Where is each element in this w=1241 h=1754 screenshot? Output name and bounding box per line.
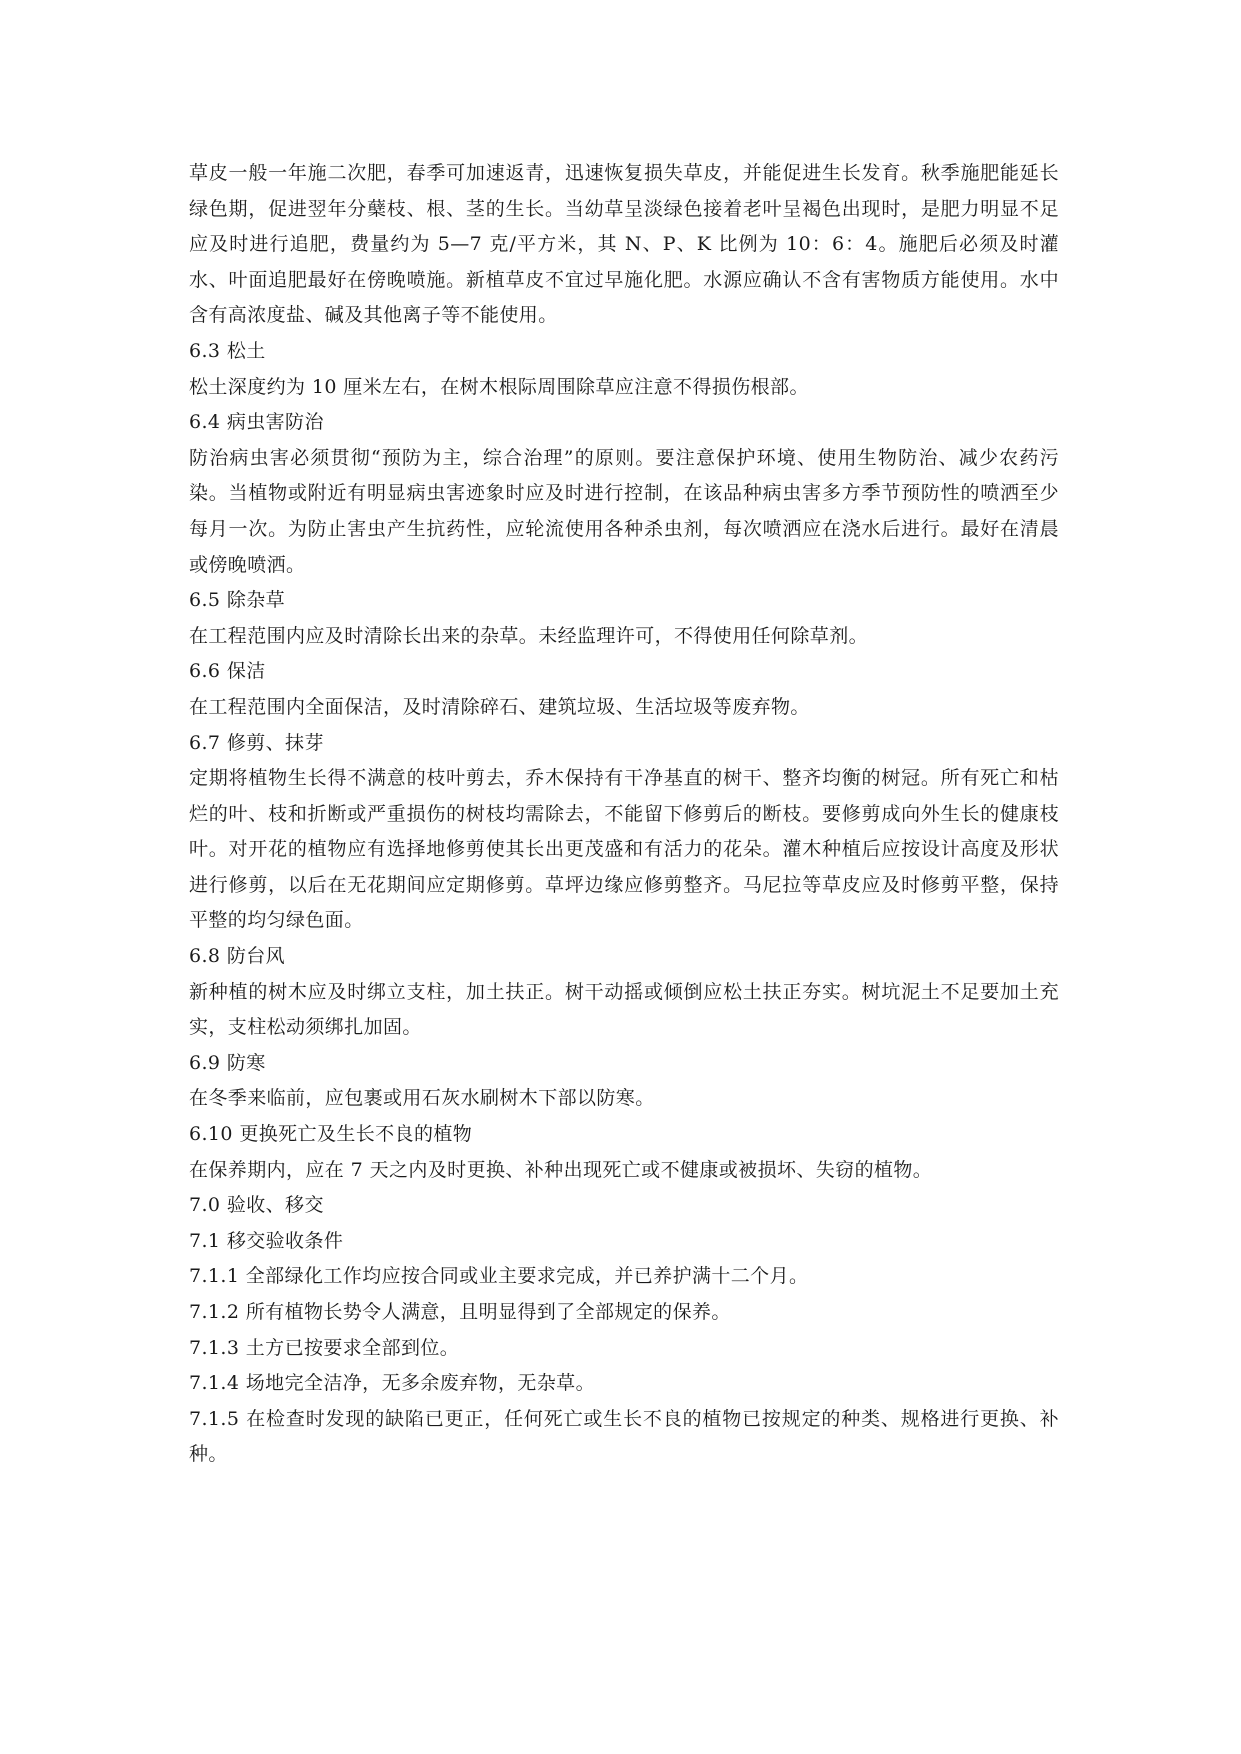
clause-7-1-3: 7.1.3 土方已按要求全部到位。 xyxy=(189,1336,460,1359)
section-heading-6-8: 6.8 防台风 xyxy=(189,945,286,968)
section-heading-6-9: 6.9 防寒 xyxy=(189,1051,266,1074)
paragraph-fertilizing: 草皮一般一年施二次肥，春季可加速返青，迅速恢复损失草皮，并能促进生长发育。秋季施肥能延长绿色期，促进翌年分蘖枝、根、茎的生长。当幼草呈淡绿色接着老叶呈褐色出现时，是肥力明显不足应及时进行追肥，费量约为 5—7 克/平方米，其 N、P、K 比例为 10：6：4。施肥后必须及时灌水、叶面追肥最好在傍晚喷施。新植草皮不宜过早施化肥。水源应确认不含有害物质方能使用。水中含有高浓度盐、碱及其他离子等不能使用。 xyxy=(189,162,1059,327)
clause-7-1-4: 7.1.4 场地完全洁净，无多余废弃物，无杂草。 xyxy=(189,1372,595,1395)
paragraph-weeding: 在工程范围内应及时清除长出来的杂草。未经监理许可，不得使用任何除草剂。 xyxy=(189,624,869,647)
section-heading-6-10: 6.10 更换死亡及生长不良的植物 xyxy=(189,1123,473,1146)
document-page xyxy=(189,156,1059,1473)
paragraph-loosening-soil: 松土深度约为 10 厘米左右，在树木根际周围除草应注意不得损伤根部。 xyxy=(189,375,809,398)
section-heading-6-6: 6.6 保洁 xyxy=(189,660,266,683)
section-heading-7-0: 7.0 验收、移交 xyxy=(189,1194,324,1217)
paragraph-typhoon: 新种植的树木应及时绑立支柱，加土扶正。树干动摇或倾倒应松土扶正夯实。树坑泥土不足要加土充实，支柱松动须绑扎加固。 xyxy=(189,980,1059,1039)
paragraph-pest-control: 防治病虫害必须贯彻“预防为主，综合治理”的原则。要注意保护环境、使用生物防治、减少农药污染。当植物或附近有明显病虫害迹象时应及时进行控制，在该品种病虫害多方季节预防性的喷洒至少每月一次。为防止害虫产生抗药性，应轮流使用各种杀虫剂，每次喷洒应在浇水后进行。最好在清晨或傍晚喷洒。 xyxy=(189,446,1059,576)
paragraph-pruning: 定期将植物生长得不满意的枝叶剪去，乔木保持有干净基直的树干、整齐均衡的树冠。所有死亡和枯烂的叶、枝和折断或严重损伤的树枝均需除去，不能留下修剪后的断枝。要修剪成向外生长的健康枝叶。对开花的植物应有选择地修剪使其长出更茂盛和有活力的花朵。灌木种植后应按设计高度及形状进行修剪，以后在无花期间应定期修剪。草坪边缘应修剪整齐。马尼拉等草皮应及时修剪平整，保持平整的均匀绿色面。 xyxy=(189,767,1059,932)
clause-7-1-5: 7.1.5 在检查时发现的缺陷已更正，任何死亡或生长不良的植物已按规定的种类、规格进行更换、补种。 xyxy=(189,1407,1059,1466)
section-heading-6-3: 6.3 松土 xyxy=(189,339,266,362)
paragraph-cleaning: 在工程范围内全面保洁，及时清除碎石、建筑垃圾、生活垃圾等废弃物。 xyxy=(189,695,810,718)
paragraph-replacement: 在保养期内，应在 7 天之内及时更换、补种出现死亡或不健康或被损坏、失窃的植物。 xyxy=(189,1158,933,1181)
section-heading-6-4: 6.4 病虫害防治 xyxy=(189,411,324,434)
section-heading-6-7: 6.7 修剪、抹芽 xyxy=(189,731,324,754)
section-heading-6-5: 6.5 除杂草 xyxy=(189,589,286,612)
paragraph-cold-protection: 在冬季来临前，应包裹或用石灰水刷树木下部以防寒。 xyxy=(189,1087,655,1110)
clause-7-1-1: 7.1.1 全部绿化工作均应按合同或业主要求完成，并已养护满十二个月。 xyxy=(189,1265,809,1288)
section-heading-7-1: 7.1 移交验收条件 xyxy=(189,1229,344,1252)
clause-7-1-2: 7.1.2 所有植物长势令人满意，且明显得到了全部规定的保养。 xyxy=(189,1301,731,1323)
